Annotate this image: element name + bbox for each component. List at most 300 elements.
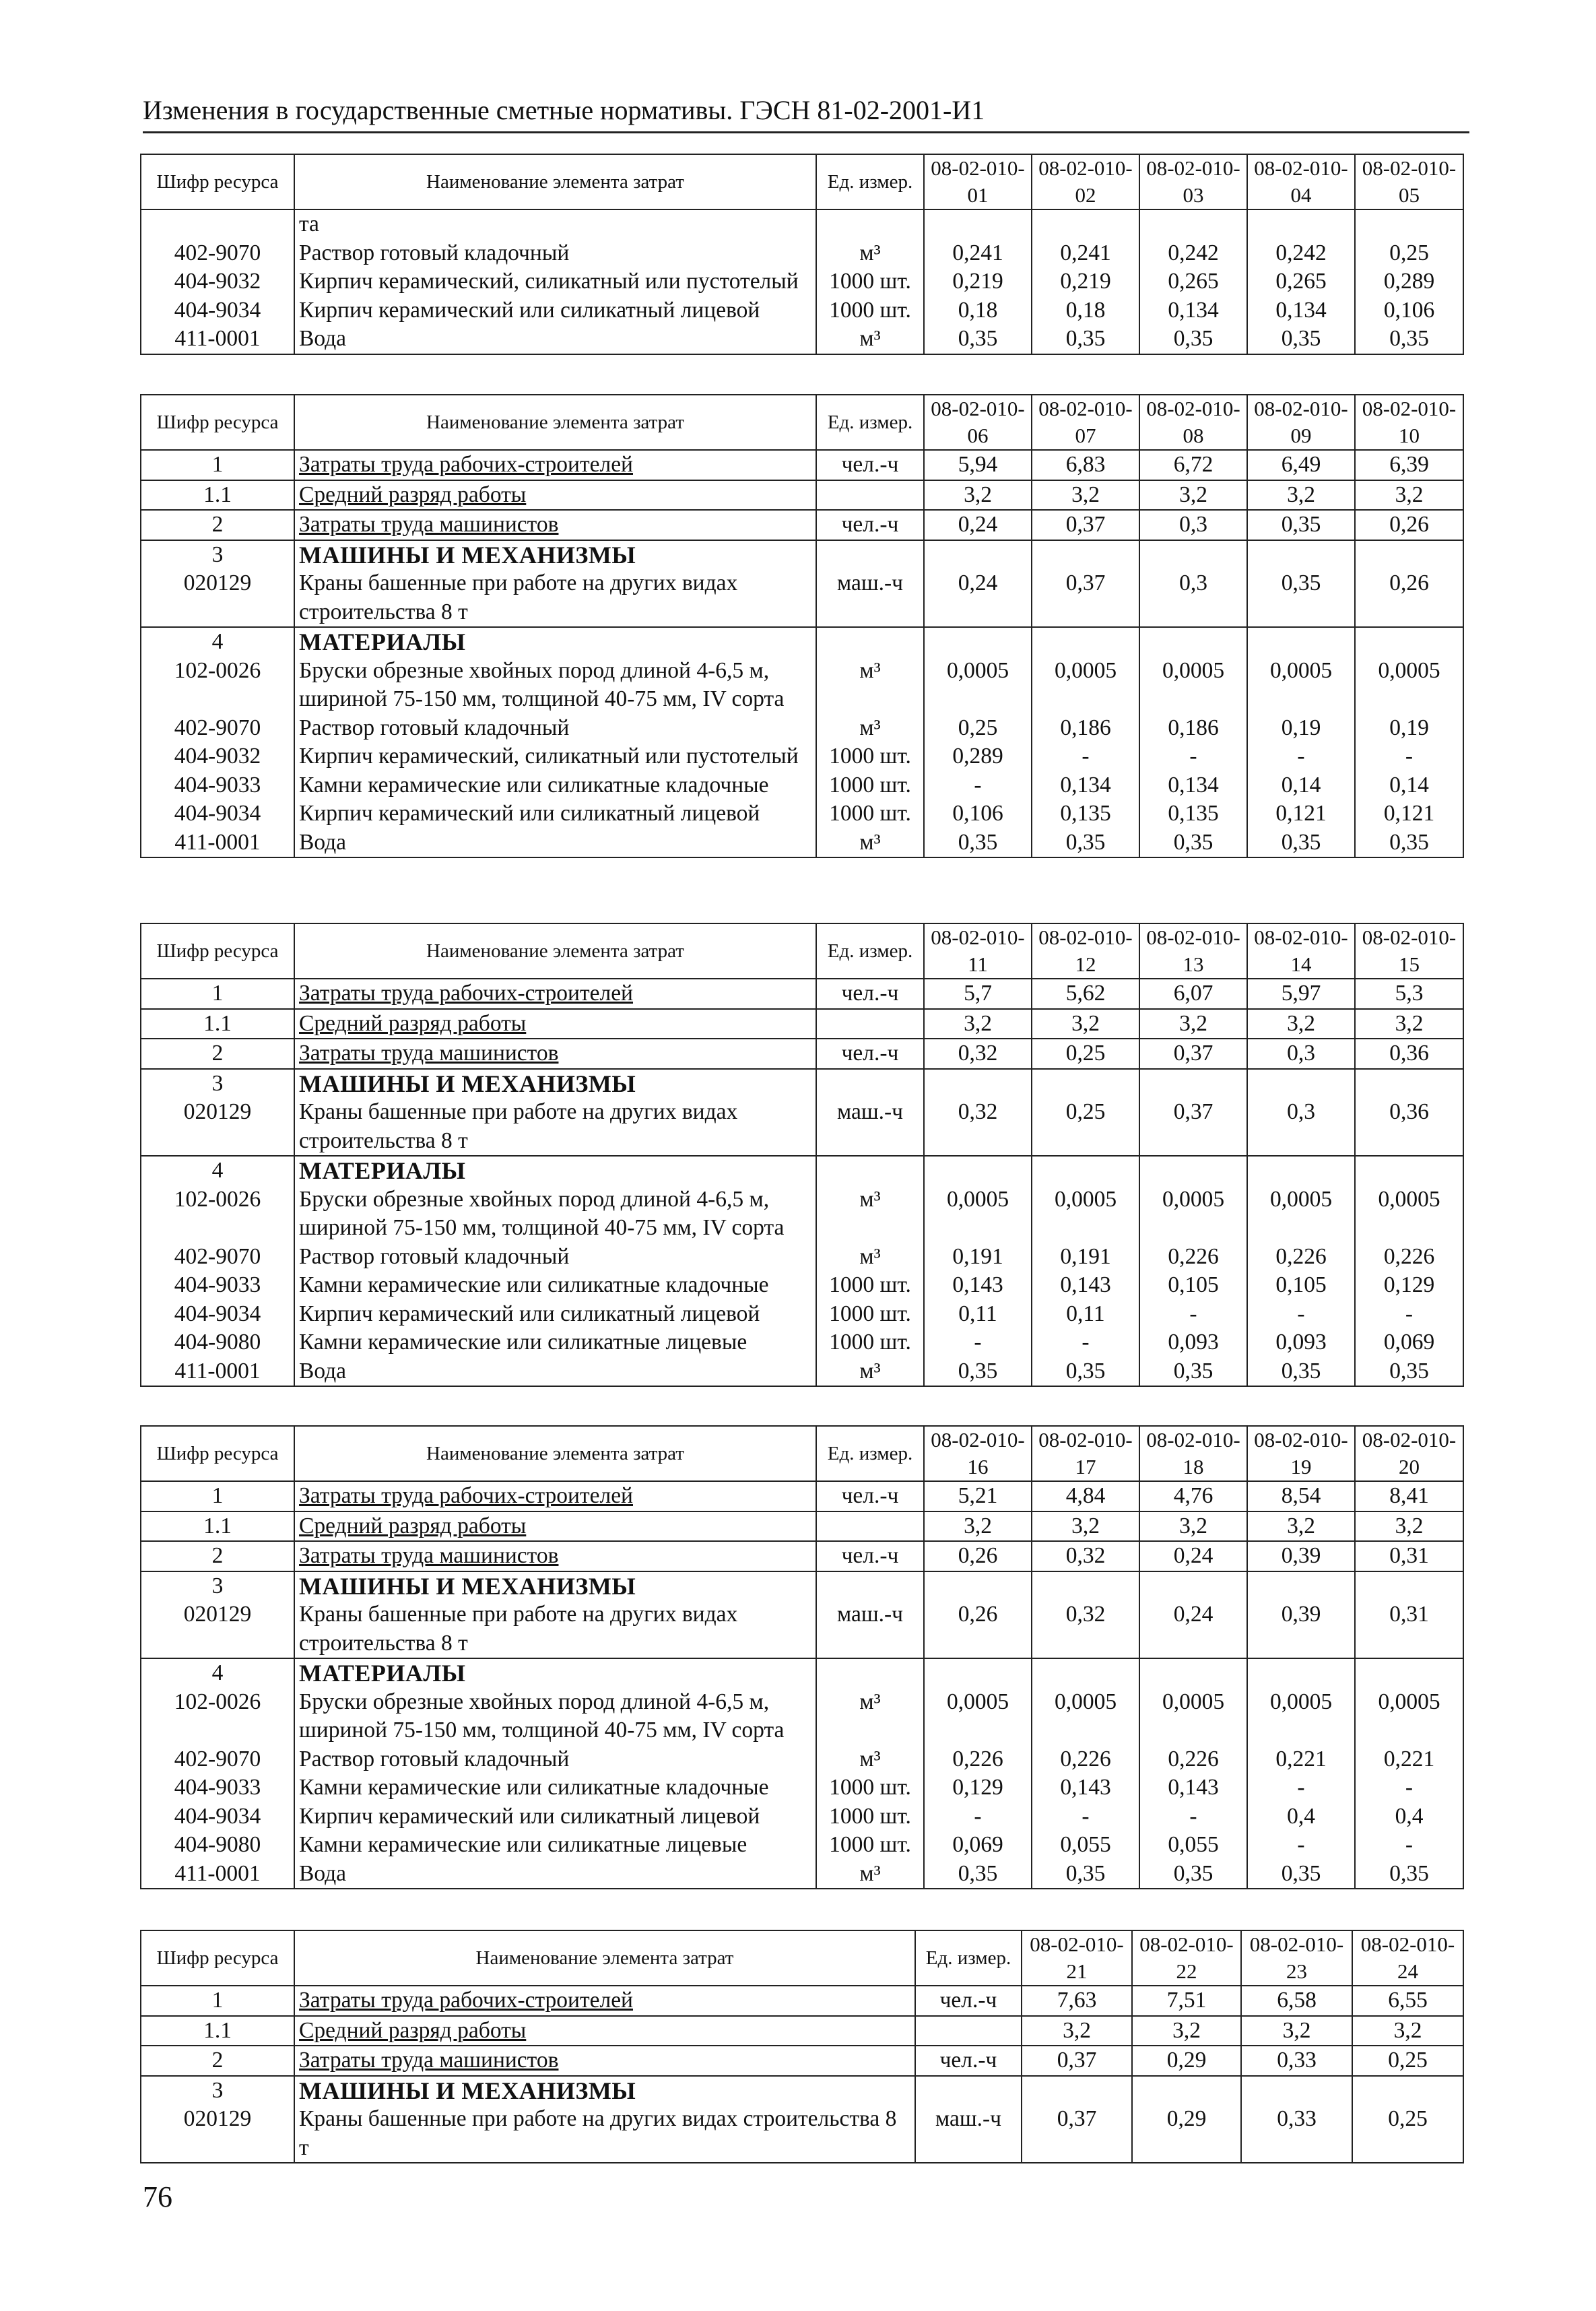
norm-value: 0,19	[1247, 714, 1355, 743]
norm-value: 6,55	[1352, 1986, 1463, 2016]
resource-code: 411-0001	[141, 1357, 294, 1387]
header-norm-code: 08-02-010-01	[924, 154, 1032, 209]
norm-value: 0,135	[1139, 800, 1247, 828]
cost-element-name: Затраты труда машинистов	[294, 1541, 816, 1571]
table-row	[141, 1156, 1463, 1185]
table-row	[141, 209, 1463, 239]
norm-value: 0,14	[1355, 771, 1463, 800]
cost-element-name: Кирпич керамический или силикатный лицевой	[294, 1300, 816, 1329]
norm-value: 0,36	[1355, 1098, 1463, 1156]
resource-code: 404-9033	[141, 1773, 294, 1802]
table-row	[141, 1986, 1463, 2016]
norm-value: 0,26	[924, 1600, 1032, 1658]
resource-code: 020129	[141, 569, 294, 627]
norm-value: 0,24	[1139, 1541, 1247, 1571]
norm-value	[924, 1069, 1032, 1099]
norm-value: 0,3	[1139, 569, 1247, 627]
table-row	[141, 1773, 1463, 1802]
norm-value: 3,2	[924, 1009, 1032, 1039]
norm-value: 0,35	[1247, 569, 1355, 627]
resource-code: 3	[141, 1069, 294, 1099]
unit: 1000 шт.	[816, 800, 924, 828]
resource-code: 411-0001	[141, 828, 294, 858]
header-norm-code: 08-02-010-17	[1032, 1426, 1139, 1481]
header-name: Наименование элемента затрат	[294, 395, 816, 450]
norm-value: 0,0005	[1247, 1688, 1355, 1745]
unit: маш.-ч	[816, 1600, 924, 1658]
norm-value: 0,35	[1355, 1357, 1463, 1387]
header-unit: Ед. измер.	[816, 395, 924, 450]
cost-element-name: Камни керамические или силикатные кладочные	[294, 771, 816, 800]
norm-value: 0,226	[1355, 1243, 1463, 1272]
unit: м³	[816, 1185, 924, 1243]
norm-value: 0,093	[1247, 1328, 1355, 1357]
norm-value: 0,32	[1032, 1600, 1139, 1658]
norm-value	[1355, 1156, 1463, 1185]
table-row	[141, 1802, 1463, 1831]
section-title: МАШИНЫ И МЕХАНИЗМЫ	[294, 540, 816, 570]
norm-value: 0,35	[1247, 1860, 1355, 1889]
norm-value	[1032, 540, 1139, 570]
header-code: Шифр ресурса	[141, 154, 294, 209]
cost-element-name: Краны башенные при работе на других видах строительства 8 т	[294, 569, 816, 627]
cost-element-name: Кирпич керамический или силикатный лицевой	[294, 296, 816, 325]
norm-value: 7,51	[1132, 1986, 1241, 2016]
header-name: Наименование элемента затрат	[294, 1426, 816, 1481]
norm-value	[1032, 1658, 1139, 1688]
header-norm-code: 08-02-010-20	[1355, 1426, 1463, 1481]
norm-value: 3,2	[1247, 1009, 1355, 1039]
norm-value: 0,35	[1032, 1357, 1139, 1387]
resource-code: 411-0001	[141, 1860, 294, 1889]
norm-value: 0,35	[1139, 325, 1247, 354]
unit: 1000 шт.	[816, 742, 924, 771]
unit: маш.-ч	[915, 2105, 1022, 2163]
norms-table	[140, 923, 1464, 1387]
table-row	[141, 1300, 1463, 1329]
resource-code: 1	[141, 450, 294, 480]
resource-code: 404-9034	[141, 800, 294, 828]
table-row	[141, 1541, 1463, 1571]
resource-code: 402-9070	[141, 1745, 294, 1774]
cost-element-name: Краны башенные при работе на других видах строительства 8 т	[294, 1600, 816, 1658]
header-unit: Ед. измер.	[816, 154, 924, 209]
norm-value: 7,63	[1022, 1986, 1132, 2016]
page-number: 76	[143, 2180, 172, 2213]
norm-value: 0,31	[1355, 1600, 1463, 1658]
table-header-row	[141, 154, 1463, 209]
unit	[816, 209, 924, 239]
table-row	[141, 569, 1463, 627]
unit: 1000 шт.	[816, 1271, 924, 1300]
table-row	[141, 2046, 1463, 2076]
header-name: Наименование элемента затрат	[294, 154, 816, 209]
norm-value: 0,36	[1355, 1039, 1463, 1069]
norm-value	[924, 627, 1032, 657]
cost-element-name: Затраты труда машинистов	[294, 1039, 816, 1069]
cost-element-name: Раствор готовый кладочный	[294, 714, 816, 743]
unit: чел.-ч	[816, 979, 924, 1009]
norm-value: -	[1139, 1300, 1247, 1329]
norm-value: -	[1032, 1802, 1139, 1831]
norm-value: -	[1139, 742, 1247, 771]
table-row	[141, 1658, 1463, 1688]
norm-value: 0,24	[924, 569, 1032, 627]
header-norm-code: 08-02-010-24	[1352, 1930, 1463, 1986]
norm-value: 0,29	[1132, 2105, 1241, 2163]
unit: 1000 шт.	[816, 1831, 924, 1860]
table-row	[141, 450, 1463, 480]
norm-value: 0,134	[1247, 296, 1355, 325]
norm-value	[1247, 1069, 1355, 1099]
norm-value	[1032, 1069, 1139, 1099]
norm-value: 3,2	[1352, 2016, 1463, 2046]
unit	[816, 1069, 924, 1099]
unit	[816, 1511, 924, 1542]
section-title: МАТЕРИАЛЫ	[294, 1156, 816, 1185]
unit	[816, 540, 924, 570]
norm-value: 0,143	[1032, 1773, 1139, 1802]
norm-value: 0,289	[1355, 267, 1463, 296]
cost-element-name: Затраты труда рабочих-строителей	[294, 979, 816, 1009]
norm-value: 5,3	[1355, 979, 1463, 1009]
cost-element-name: Затраты труда рабочих-строителей	[294, 450, 816, 480]
norm-value: 6,07	[1139, 979, 1247, 1009]
cost-element-name: Средний разряд работы	[294, 2016, 915, 2046]
table-row	[141, 510, 1463, 540]
norm-value: -	[924, 1802, 1032, 1831]
norm-value	[1247, 627, 1355, 657]
cost-element-name: Краны башенные при работе на других видах строительства 8 т	[294, 1098, 816, 1156]
resource-code: 1	[141, 1481, 294, 1511]
norm-value	[1355, 1069, 1463, 1099]
norm-value: 8,54	[1247, 1481, 1355, 1511]
table-row	[141, 657, 1463, 714]
norm-value: 0,35	[924, 828, 1032, 858]
norm-value: 0,32	[924, 1039, 1032, 1069]
table-row	[141, 1481, 1463, 1511]
page-header: Изменения в государственные сметные нормативы. ГЭСН 81-02-2001-И1	[143, 94, 1469, 133]
norm-value: 0,105	[1247, 1271, 1355, 1300]
norm-value: 0,265	[1139, 267, 1247, 296]
norm-value: 6,49	[1247, 450, 1355, 480]
cost-element-name: Раствор готовый кладочный	[294, 1243, 816, 1272]
unit: чел.-ч	[816, 1481, 924, 1511]
norm-value: 0,19	[1355, 714, 1463, 743]
table-row	[141, 714, 1463, 743]
resource-code: 2	[141, 1541, 294, 1571]
norm-value: 6,39	[1355, 450, 1463, 480]
table-row	[141, 239, 1463, 268]
norm-value: 6,58	[1241, 1986, 1352, 2016]
cost-element-name: Камни керамические или силикатные кладочные	[294, 1773, 816, 1802]
norm-value: 0,055	[1032, 1831, 1139, 1860]
cost-element-name: Раствор готовый кладочный	[294, 239, 816, 268]
norm-value: 5,94	[924, 450, 1032, 480]
resource-code: 2	[141, 510, 294, 540]
norm-value: 0,37	[1139, 1098, 1247, 1156]
norm-value: 3,2	[1032, 480, 1139, 511]
cost-element-name: Бруски обрезные хвойных пород длиной 4-6,5 м, шириной 75-150 мм, толщиной 40-75 мм, IV сорта	[294, 657, 816, 714]
norm-value: 0,121	[1247, 800, 1355, 828]
resource-code: 402-9070	[141, 714, 294, 743]
norm-value: 3,2	[924, 1511, 1032, 1542]
cost-element-name: Кирпич керамический или силикатный лицевой	[294, 1802, 816, 1831]
table-row	[141, 1271, 1463, 1300]
unit: м³	[816, 1243, 924, 1272]
norm-value: 0,31	[1355, 1541, 1463, 1571]
norm-value: 0,35	[1139, 1357, 1247, 1387]
norm-value: 0,0005	[1355, 1688, 1463, 1745]
resource-code: 404-9034	[141, 1802, 294, 1831]
norm-value	[924, 1658, 1032, 1688]
norm-value: 0,4	[1247, 1802, 1355, 1831]
header-code: Шифр ресурса	[141, 395, 294, 450]
header-norm-code: 08-02-010-09	[1247, 395, 1355, 450]
header-norm-code: 08-02-010-11	[924, 923, 1032, 979]
norm-value: -	[1139, 1802, 1247, 1831]
norm-value: 0,35	[924, 1860, 1032, 1889]
norm-value	[1139, 1156, 1247, 1185]
norm-value: 0,35	[1139, 828, 1247, 858]
table-row	[141, 771, 1463, 800]
cost-element-name: Кирпич керамический, силикатный или пустотелый	[294, 267, 816, 296]
norm-value	[1355, 209, 1463, 239]
norm-value: 0,226	[924, 1745, 1032, 1774]
unit: чел.-ч	[816, 1541, 924, 1571]
unit: м³	[816, 325, 924, 354]
norm-value: 0,39	[1247, 1541, 1355, 1571]
unit: м³	[816, 1357, 924, 1387]
header-norm-code: 08-02-010-18	[1139, 1426, 1247, 1481]
unit: чел.-ч	[816, 450, 924, 480]
unit: м³	[816, 1745, 924, 1774]
norm-value	[1032, 1156, 1139, 1185]
table-row	[141, 1098, 1463, 1156]
norm-value	[1139, 627, 1247, 657]
norm-value: 0,105	[1139, 1271, 1247, 1300]
norm-value: 0,226	[1032, 1745, 1139, 1774]
norm-value: 0,0005	[1032, 657, 1139, 714]
norm-value: 0,143	[924, 1271, 1032, 1300]
unit	[816, 1571, 924, 1601]
norm-value	[924, 540, 1032, 570]
resource-code: 404-9080	[141, 1328, 294, 1357]
norm-value: -	[1355, 1300, 1463, 1329]
norms-table	[140, 154, 1464, 355]
norm-value: 0,37	[1139, 1039, 1247, 1069]
norm-value: 0,242	[1139, 239, 1247, 268]
norm-value: 0,226	[1139, 1243, 1247, 1272]
norm-value: 0,242	[1247, 239, 1355, 268]
norm-value: 0,191	[924, 1243, 1032, 1272]
resource-code: 411-0001	[141, 325, 294, 354]
norm-value: 0,32	[1032, 1541, 1139, 1571]
norm-value: 0,32	[924, 1098, 1032, 1156]
norm-value: 3,2	[924, 480, 1032, 511]
resource-code: 404-9034	[141, 296, 294, 325]
table-row	[141, 979, 1463, 1009]
table-row	[141, 742, 1463, 771]
resource-code: 404-9033	[141, 771, 294, 800]
cost-element-name: Раствор готовый кладочный	[294, 1745, 816, 1774]
norm-value: 0,0005	[924, 657, 1032, 714]
norm-value: 0,24	[924, 510, 1032, 540]
resource-code: 2	[141, 1039, 294, 1069]
table-row	[141, 1009, 1463, 1039]
norm-value: 3,2	[1139, 480, 1247, 511]
norm-value	[1139, 1069, 1247, 1099]
cost-element-name: Бруски обрезные хвойных пород длиной 4-6,5 м, шириной 75-150 мм, толщиной 40-75 мм, IV сорта	[294, 1688, 816, 1745]
header-code: Шифр ресурса	[141, 1426, 294, 1481]
norm-value: 0,0005	[1032, 1688, 1139, 1745]
norm-value	[1139, 1658, 1247, 1688]
table-row	[141, 627, 1463, 657]
norm-value: 5,97	[1247, 979, 1355, 1009]
resource-code: 020129	[141, 2105, 294, 2163]
norm-value: 3,2	[1132, 2016, 1241, 2046]
norm-value: 3,2	[1139, 1009, 1247, 1039]
norm-value: 0,0005	[1355, 657, 1463, 714]
norm-value	[1247, 1156, 1355, 1185]
norm-value: 0,24	[1139, 1600, 1247, 1658]
cost-element-name: та	[294, 209, 816, 239]
norm-value	[924, 1156, 1032, 1185]
table-row	[141, 1069, 1463, 1099]
cost-element-name: Вода	[294, 1357, 816, 1387]
norm-value: -	[1247, 1300, 1355, 1329]
table-row	[141, 800, 1463, 828]
header-norm-code: 08-02-010-03	[1139, 154, 1247, 209]
unit: 1000 шт.	[816, 1773, 924, 1802]
unit	[915, 2016, 1022, 2046]
cost-element-name: Затраты труда рабочих-строителей	[294, 1481, 816, 1511]
table-row	[141, 1600, 1463, 1658]
norm-value: 0,0005	[1032, 1185, 1139, 1243]
norm-value: 0,35	[1032, 1860, 1139, 1889]
norm-value: 5,62	[1032, 979, 1139, 1009]
cost-element-name: Вода	[294, 1860, 816, 1889]
norm-value	[1241, 2076, 1352, 2106]
norm-value: -	[924, 1328, 1032, 1357]
resource-code: 402-9070	[141, 1243, 294, 1272]
norm-value: 0,35	[1247, 828, 1355, 858]
norm-value: 0,186	[1139, 714, 1247, 743]
header-norm-code: 08-02-010-05	[1355, 154, 1463, 209]
table-row	[141, 267, 1463, 296]
resource-code: 404-9033	[141, 1271, 294, 1300]
section-title: МАШИНЫ И МЕХАНИЗМЫ	[294, 2076, 915, 2106]
cost-element-name: Бруски обрезные хвойных пород длиной 4-6,5 м, шириной 75-150 мм, толщиной 40-75 мм, IV сорта	[294, 1185, 816, 1243]
unit	[915, 2076, 1022, 2106]
norm-value: 5,21	[924, 1481, 1032, 1511]
norm-value: 0,129	[1355, 1271, 1463, 1300]
norm-value: 0,055	[1139, 1831, 1247, 1860]
norm-value: 0,3	[1247, 1039, 1355, 1069]
header-norm-code: 08-02-010-13	[1139, 923, 1247, 979]
norm-value: 6,83	[1032, 450, 1139, 480]
norm-value: 0,186	[1032, 714, 1139, 743]
resource-code: 4	[141, 1658, 294, 1688]
unit: 1000 шт.	[816, 296, 924, 325]
norm-value: 0,0005	[1247, 1185, 1355, 1243]
norm-value: 0,25	[924, 714, 1032, 743]
unit: м³	[816, 1688, 924, 1745]
norm-value: 0,18	[1032, 296, 1139, 325]
norm-value: -	[1032, 742, 1139, 771]
header-norm-code: 08-02-010-02	[1032, 154, 1139, 209]
norm-value: 0,35	[1139, 1860, 1247, 1889]
unit: чел.-ч	[816, 1039, 924, 1069]
cost-element-name: Затраты труда машинистов	[294, 510, 816, 540]
header-norm-code: 08-02-010-16	[924, 1426, 1032, 1481]
unit: м³	[816, 657, 924, 714]
header-norm-code: 08-02-010-15	[1355, 923, 1463, 979]
resource-code: 3	[141, 540, 294, 570]
table-row	[141, 2016, 1463, 2046]
table-header-row	[141, 923, 1463, 979]
norm-value: 0,37	[1032, 569, 1139, 627]
header-norm-code: 08-02-010-14	[1247, 923, 1355, 979]
norm-value: 3,2	[1032, 1009, 1139, 1039]
unit: 1000 шт.	[816, 771, 924, 800]
norm-value	[1355, 1658, 1463, 1688]
table-row	[141, 1039, 1463, 1069]
norm-value: 0,37	[1022, 2046, 1132, 2076]
norm-value: -	[1355, 742, 1463, 771]
resource-code: 1	[141, 979, 294, 1009]
table-row	[141, 828, 1463, 858]
norm-value: 0,135	[1032, 800, 1139, 828]
norm-value	[924, 1571, 1032, 1601]
norm-value: 0,35	[1355, 325, 1463, 354]
header-unit: Ед. измер.	[816, 923, 924, 979]
norm-value: 3,2	[1247, 480, 1355, 511]
norm-value	[1355, 627, 1463, 657]
table-row	[141, 1688, 1463, 1745]
header-norm-code: 08-02-010-06	[924, 395, 1032, 450]
resource-code: 4	[141, 1156, 294, 1185]
norm-value: 0,093	[1139, 1328, 1247, 1357]
norm-value: 0,26	[1355, 510, 1463, 540]
table-row	[141, 325, 1463, 354]
norm-value: 0,0005	[924, 1185, 1032, 1243]
header-name: Наименование элемента затрат	[294, 923, 816, 979]
table-header-row	[141, 1930, 1463, 1986]
header-name: Наименование элемента затрат	[294, 1930, 915, 1986]
norm-value: 0,069	[924, 1831, 1032, 1860]
norm-value	[1022, 2076, 1132, 2106]
norm-value: -	[1247, 1773, 1355, 1802]
resource-code: 4	[141, 627, 294, 657]
norm-value: 0,25	[1355, 239, 1463, 268]
norm-value: 0,226	[1247, 1243, 1355, 1272]
resource-code: 3	[141, 2076, 294, 2106]
unit: чел.-ч	[915, 1986, 1022, 2016]
section-title: МАТЕРИАЛЫ	[294, 1658, 816, 1688]
cost-element-name: Средний разряд работы	[294, 1511, 816, 1542]
norm-value: 0,143	[1032, 1271, 1139, 1300]
table-row	[141, 1185, 1463, 1243]
resource-code: 1.1	[141, 2016, 294, 2046]
norm-value: -	[924, 771, 1032, 800]
norm-value: 0,25	[1352, 2046, 1463, 2076]
norm-value: 0,35	[924, 325, 1032, 354]
header-norm-code: 08-02-010-10	[1355, 395, 1463, 450]
norm-value: 6,72	[1139, 450, 1247, 480]
norm-value: 0,134	[1032, 771, 1139, 800]
norm-value: -	[1355, 1831, 1463, 1860]
